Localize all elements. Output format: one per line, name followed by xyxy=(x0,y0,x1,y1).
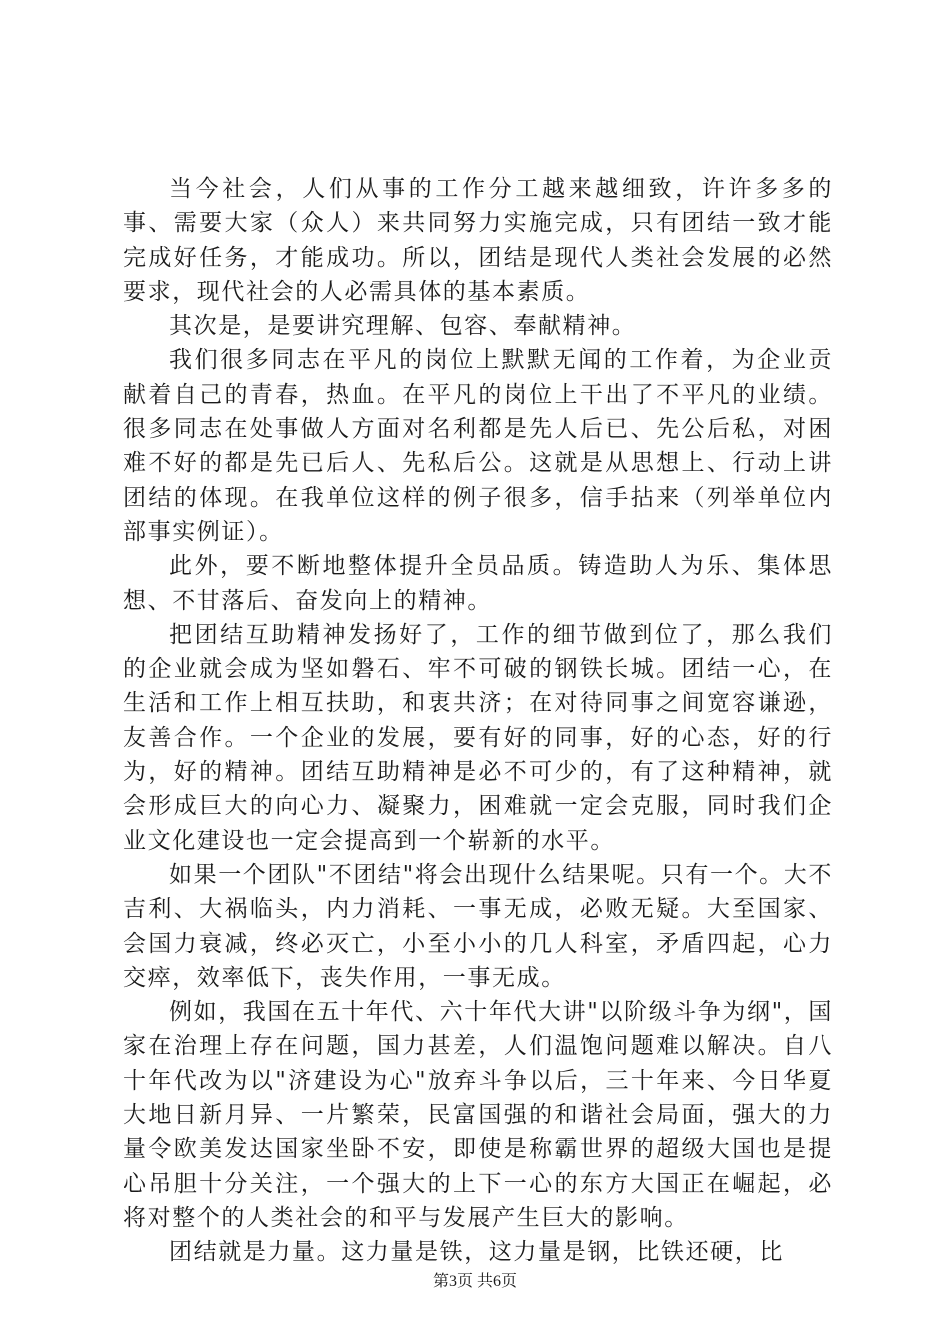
page-number-footer: 第3页 共6页 xyxy=(432,1273,517,1290)
paragraph-1: 当今社会，人们从事的工作分工越来越细致，许许多多的事、需要大家（众人）来共同努力实施完成，只有团结一致才能完成好任务，才能成功。所以，团结是现代人类社会发展的必然要求，现代社会的人必需具体的基本素质。 xyxy=(123,176,833,305)
paragraph-8: 团结就是力量。这力量是铁，这力量是钢，比铁还硬，比 xyxy=(169,1239,784,1266)
document-body xyxy=(123,172,833,1270)
paragraph-2: 其次是，是要讲究理解、包容、奉献精神。 xyxy=(169,313,637,340)
paragraph-5: 把团结互助精神发扬好了，工作的细节做到位了，那么我们的企业就会成为坚如磐石、牢不可破的钢铁长城。团结一心，在生活和工作上相互扶助，和衷共济；在对待同事之间宽容谦逊，友善合作。一个企业的发展，要有好的同事，好的心态，好的行为，好的精神。团结互助精神是必不可少的，有了这种精神，就会形成巨大的向心力、凝聚力，困难就一定会克服，同时我们企业文化建设也一定会提高到一个崭新的水平。 xyxy=(123,621,833,854)
paragraph-3: 我们很多同志在平凡的岗位上默默无闻的工作着，为企业贡献着自己的青春，热血。在平凡的岗位上干出了不平凡的业绩。很多同志在处事做人方面对名利都是先人后已、先公后私，对困难不好的都是先已后人、先私后公。这就是从思想上、行动上讲团结的体现。在我单位这样的例子很多，信手拈来（列举单位内部事实例证）。 xyxy=(123,347,833,545)
paragraph-4: 此外，要不断地整体提升全员品质。铸造助人为乐、集体思想、不甘落后、奋发向上的精神。 xyxy=(123,553,833,614)
paragraph-6: 如果一个团队"不团结"将会出现什么结果呢。只有一个。大不吉利、大祸临头，内力消耗、一事无成，必败无疑。大至国家、会国力衰减，终必灭亡，小至小小的几人科室，矛盾四起，心力交瘁，效率低下，丧失作用，一事无成。 xyxy=(123,861,833,991)
paragraph-7: 例如，我国在五十年代、六十年代大讲"以阶级斗争为纲"，国家在治理上存在问题，国力甚差，人们温饱问题难以解决。自八十年代改为以"济建设为心"放弃斗争以后，三十年来、今日华夏大地日新月异、一片繁荣，民富国强的和谐社会局面，强大的力量令欧美发达国家坐卧不安，即使是称霸世界的超级大国也是提心吊胆十分关注，一个强大的上下一心的东方大国正在崛起，必将对整个的人类社会的和平与发展产生巨大的影响。 xyxy=(123,999,833,1231)
